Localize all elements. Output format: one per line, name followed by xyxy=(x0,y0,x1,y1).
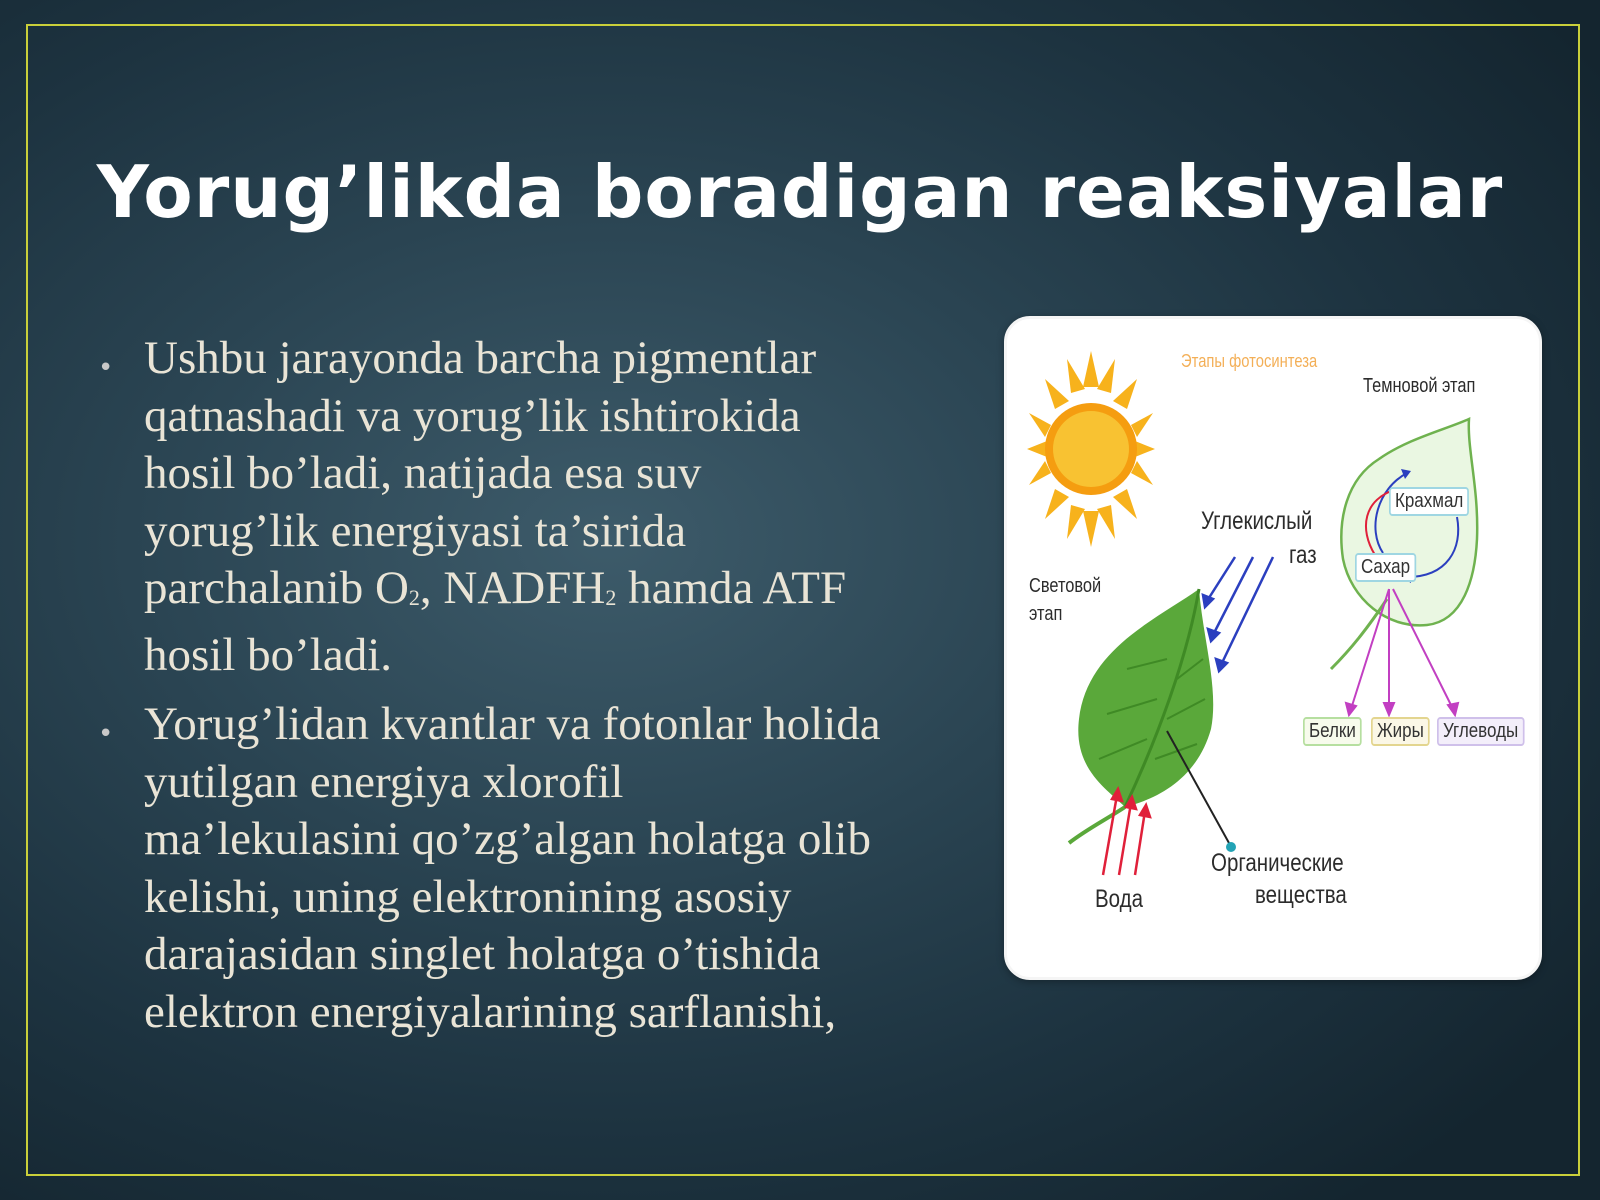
bullet-line: elektron energiyalarining sarflanishi, xyxy=(144,985,837,1038)
co2-label-1: Углекислый xyxy=(1201,507,1313,535)
carbs-box: Углеводы xyxy=(1437,717,1524,746)
diagram-header: Этапы фотосинтеза xyxy=(1181,351,1318,371)
bullet-line: qatnashadi va yorug’lik ishtirokida xyxy=(144,389,801,442)
bullet-item xyxy=(92,330,992,684)
fats-box: Жиры xyxy=(1371,717,1430,746)
bullet-line: hosil bo’ladi, natijada esa suv xyxy=(144,447,702,499)
co2-arrows-icon xyxy=(1203,557,1273,671)
bullet-line: darajasidan singlet holatga o’tishida xyxy=(144,928,821,980)
co2-label-2: газ xyxy=(1289,541,1317,569)
bullet-line: kelishi, uning elektronining asosiy xyxy=(144,870,792,923)
bullet-line: yorug’lik energiyasi ta’sirida xyxy=(144,504,687,557)
bullet-line: hosil bo’ladi. xyxy=(144,628,393,681)
starch-box: Крахмал xyxy=(1389,487,1469,516)
outline-leaf-icon xyxy=(1331,419,1477,669)
bullet-line: Yorug’lidan kvantlar va fotonlar holida xyxy=(144,698,881,750)
sun-icon xyxy=(1027,351,1155,547)
bullet-line: yutilgan energiya xlorofil xyxy=(144,755,624,808)
water-label: Вода xyxy=(1095,885,1143,913)
dark-stage-label: Темновой этап xyxy=(1363,375,1476,397)
slide-title: Yorug’likda boradigan reaksiyalar xyxy=(96,150,1504,234)
bullet-line: Ushbu jarayonda barcha pigmentlar xyxy=(144,332,817,384)
photosynthesis-diagram xyxy=(1004,316,1542,980)
organic-label-1: Органические xyxy=(1211,849,1344,877)
bullet-dot-icon: • xyxy=(98,719,114,749)
bullet-dot-icon: • xyxy=(98,353,114,383)
organic-label-2: вещества xyxy=(1255,881,1347,909)
bullet-formula-line: parchalanib $O_2$, $NADFH_2$ hamda ATF xyxy=(144,562,847,614)
bullet-list xyxy=(92,330,992,1053)
bullet-line: ma’lekulasini qo’zg’algan holatga olib xyxy=(144,813,871,865)
leaf-icon xyxy=(1069,589,1213,843)
proteins-box: Белки xyxy=(1303,717,1362,746)
light-stage-label-1: Световой xyxy=(1029,575,1102,597)
light-stage-label-2: этап xyxy=(1029,603,1063,625)
bullet-item xyxy=(92,696,992,1041)
sugar-box: Сахар xyxy=(1355,553,1416,582)
